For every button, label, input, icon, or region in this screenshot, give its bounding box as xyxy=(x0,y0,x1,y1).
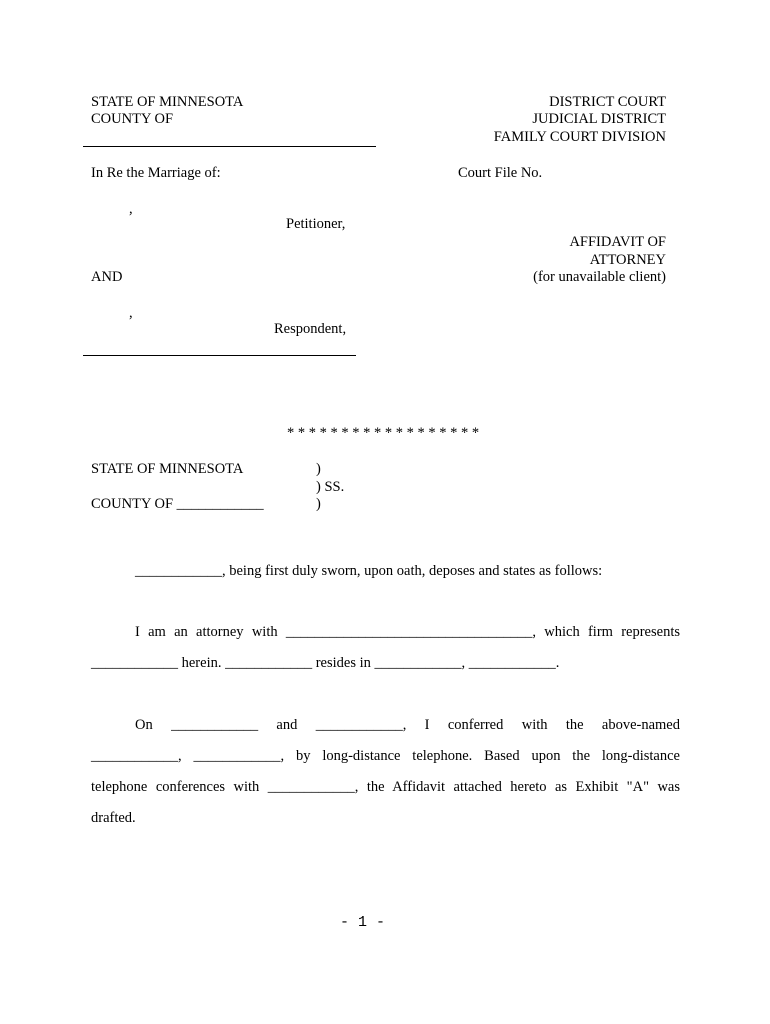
page-number: - 1 - xyxy=(340,914,386,931)
venue-county: COUNTY OF ____________ xyxy=(91,496,264,512)
venue-paren-1: ) xyxy=(316,461,321,477)
paragraph-conference-line-3: telephone conferences with ____________, the Affidavit attached hereto as Exhibit "A" was xyxy=(91,779,680,795)
respondent-name-comma: , xyxy=(129,305,133,321)
caption-and: AND xyxy=(91,269,123,285)
oath-statement: ____________, being first duly sworn, upon oath, deposes and states as follows: xyxy=(135,563,603,579)
paragraph-conference xyxy=(91,710,680,834)
paragraph-attorney xyxy=(91,617,680,679)
header-county: COUNTY OF xyxy=(91,111,174,127)
court-file-number: Court File No. xyxy=(458,165,543,181)
venue-paren-3: ) xyxy=(316,496,321,512)
header-state: STATE OF MINNESOTA xyxy=(91,94,244,110)
document-title-line3: (for unavailable client) xyxy=(533,269,666,285)
header-court: DISTRICT COURT xyxy=(549,94,666,110)
document-title-line1: AFFIDAVIT OF xyxy=(569,234,666,250)
paragraph-attorney-line-2: ____________ herein. ____________ resides in ____________, ____________. xyxy=(91,655,560,671)
paragraph-conference-line-2: ____________, ____________, by long-distance telephone. Based upon the long-distance xyxy=(91,748,680,764)
caption-rule xyxy=(83,355,356,356)
respondent-label: Respondent, xyxy=(274,321,347,337)
header-district: JUDICIAL DISTRICT xyxy=(532,111,666,127)
header-division: FAMILY COURT DIVISION xyxy=(493,129,666,145)
document-title-line2: ATTORNEY xyxy=(589,252,666,268)
venue-ss: ) SS. xyxy=(316,479,345,495)
paragraph-conference-line-4: drafted. xyxy=(91,810,136,826)
paragraph-attorney-line-1: I am an attorney with __________________________________, which firm represents xyxy=(135,624,680,640)
caption-in-re: In Re the Marriage of: xyxy=(91,165,221,181)
petitioner-name-comma: , xyxy=(129,201,133,217)
petitioner-label: Petitioner, xyxy=(286,216,346,232)
asterisk-separator: * * * * * * * * * * * * * * * * * * xyxy=(287,425,480,441)
paragraph-conference-line-1: On ____________ and ____________, I conferred with the above-named xyxy=(135,717,680,733)
venue-state: STATE OF MINNESOTA xyxy=(91,461,244,477)
header-county-rule xyxy=(83,146,376,147)
